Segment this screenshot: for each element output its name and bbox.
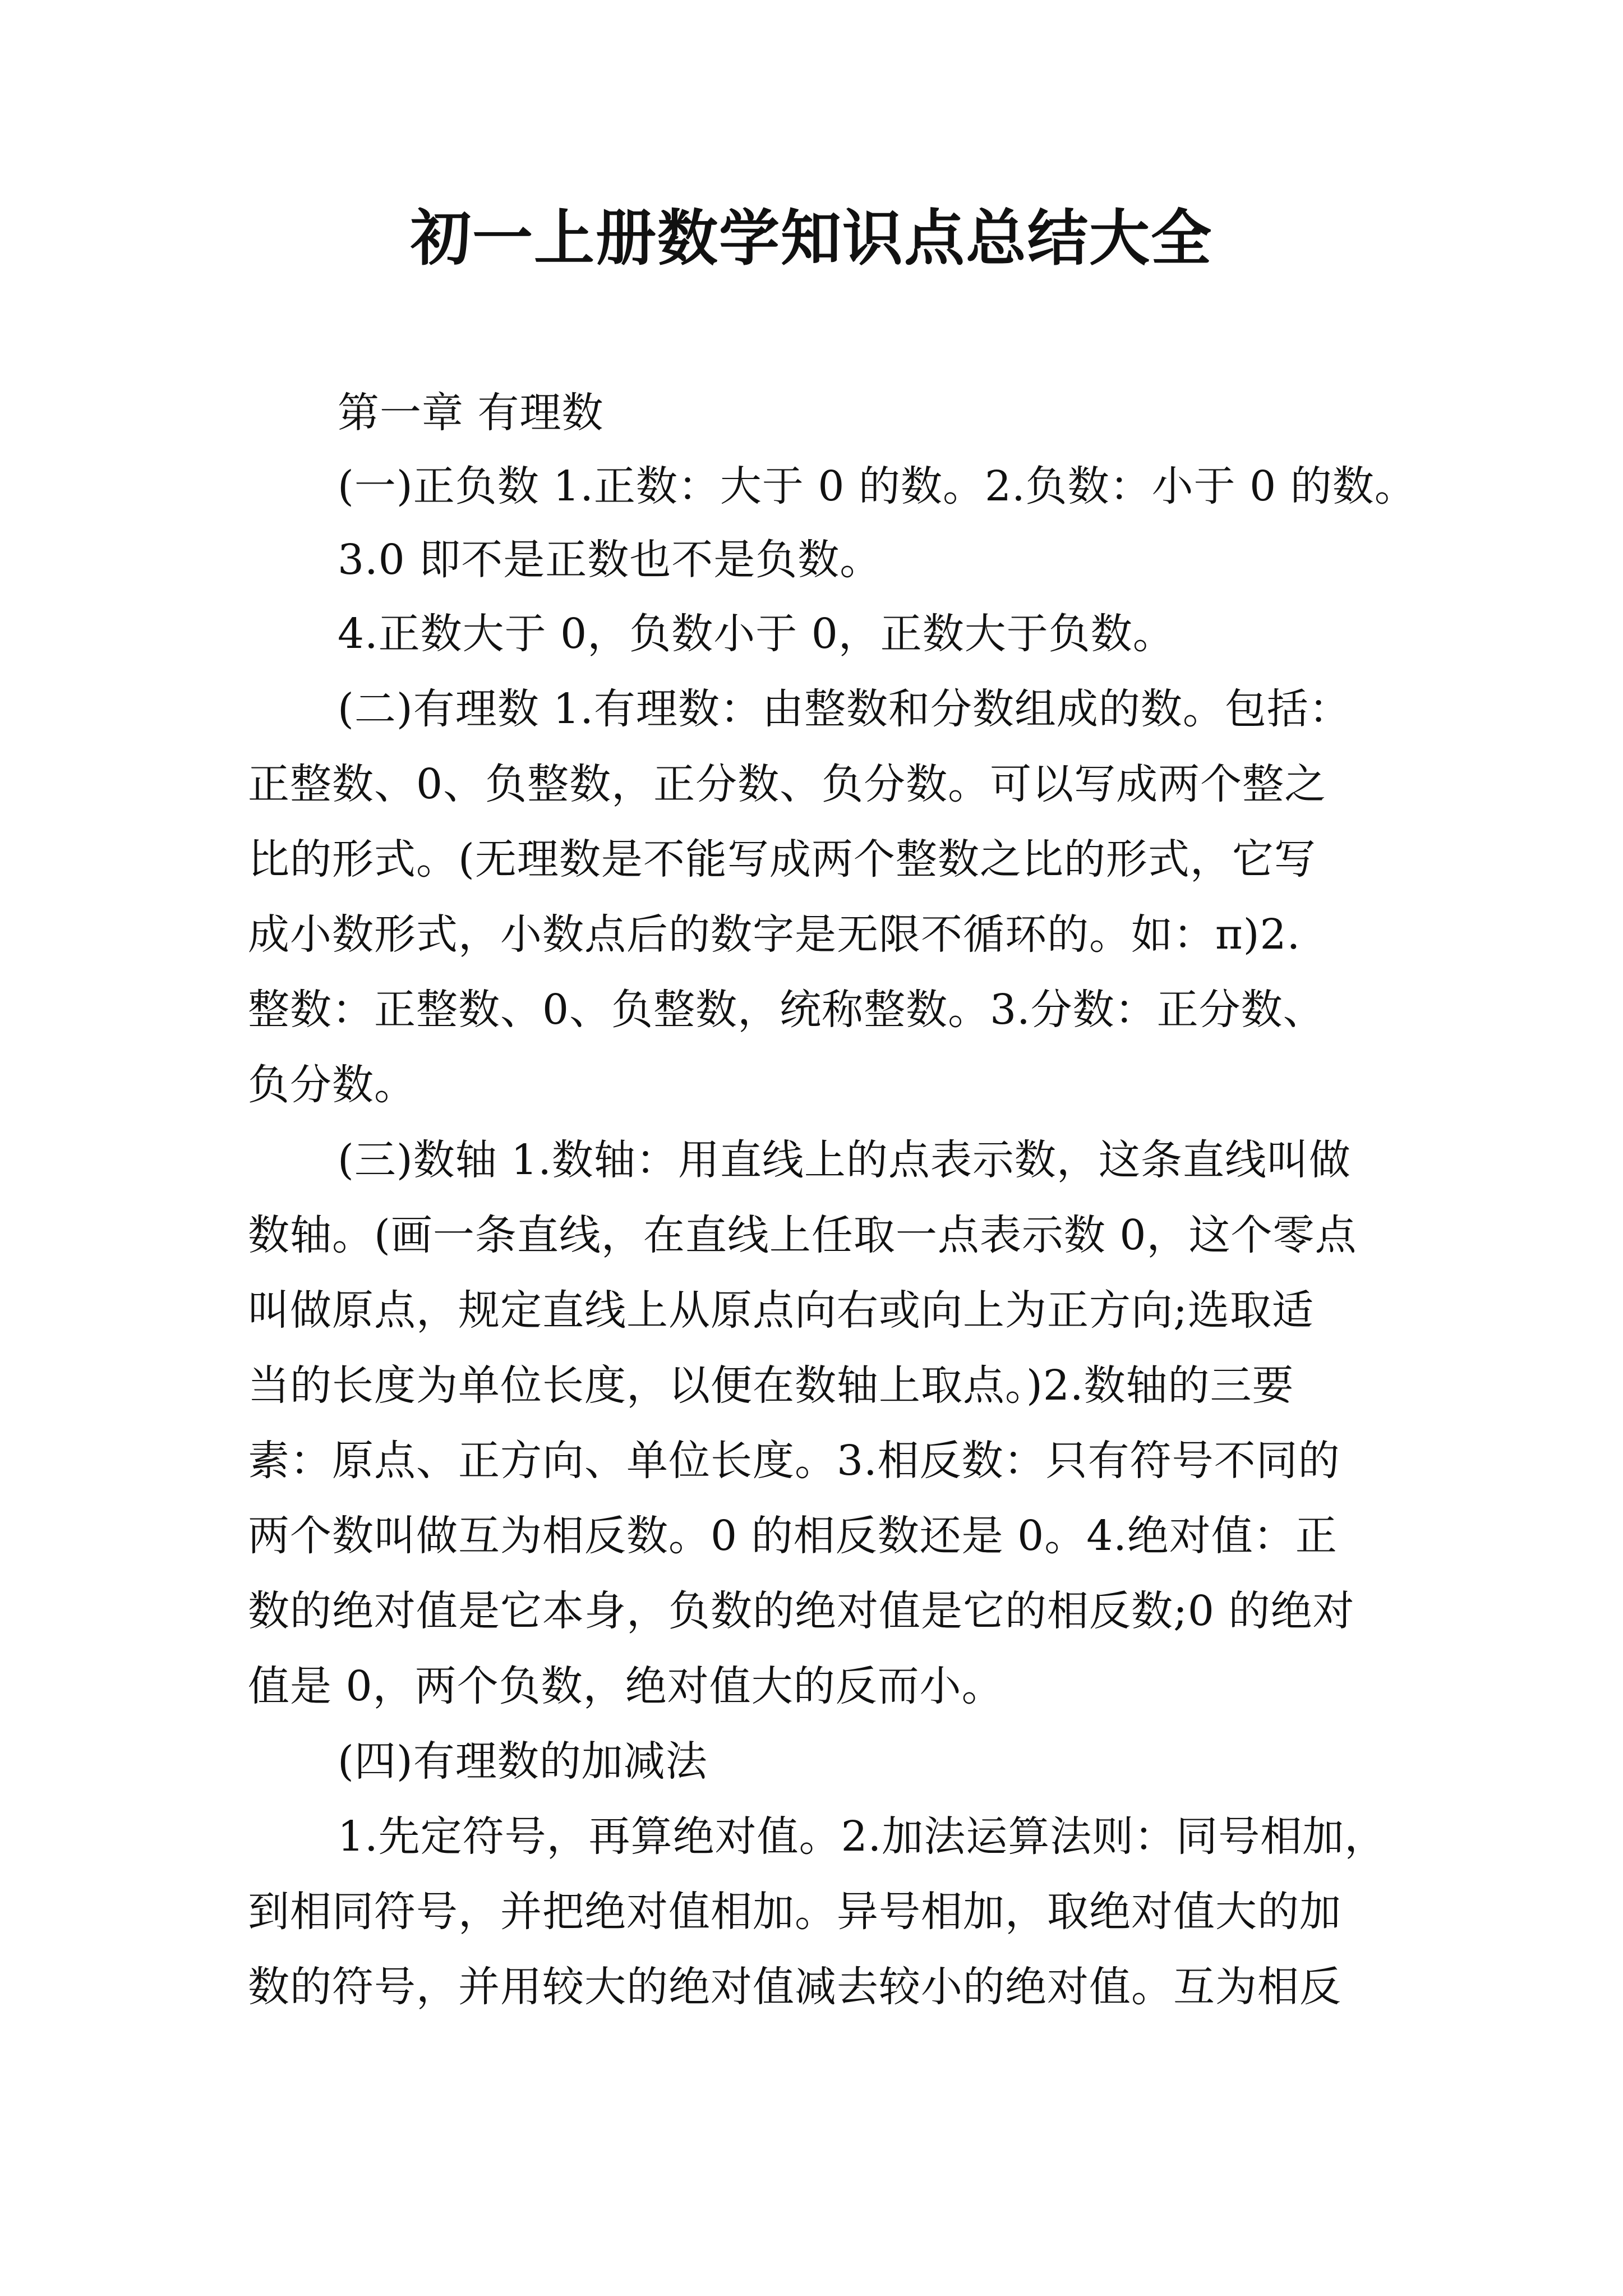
section-heading-line: (二)有理数 1.有理数：由整数和分数组成的数。包括：	[338, 685, 1351, 733]
paragraph-line: 两个数叫做互为相反数。0 的相反数还是 0。4.绝对值：正	[248, 1512, 1338, 1560]
paragraph-line: 数的绝对值是它本身，负数的绝对值是它的相反数;0 的绝对	[248, 1587, 1355, 1635]
document-title: 初一上册数学知识点总结大全	[410, 203, 1212, 274]
section-heading-line: (四)有理数的加减法	[338, 1737, 708, 1786]
paragraph-line: 成小数形式，小数点后的数字是无限不循环的。如：π)2.	[248, 910, 1301, 959]
paragraph-line: 整数：正整数、0、负整数，统称整数。3.分数：正分数、	[248, 986, 1325, 1034]
paragraph-line: 3.0 即不是正数也不是负数。	[338, 536, 882, 584]
paragraph-line: 负分数。	[248, 1061, 416, 1109]
paragraph-line: 数轴。(画一条直线，在直线上任取一点表示数 0，这个零点	[248, 1211, 1357, 1259]
paragraph-line: 当的长度为单位长度，以便在数轴上取点。)2.数轴的三要	[248, 1361, 1294, 1410]
paragraph-line: 叫做原点，规定直线上从原点向右或向上为正方向;选取适	[248, 1286, 1314, 1335]
paragraph-line: (一)正负数 1.正数：大于 0 的数。2.负数：小于 0 的数。	[338, 462, 1417, 510]
paragraph-line: 正整数、0、负整数，正分数、负分数。可以写成两个整之	[248, 760, 1327, 808]
chapter-heading: 第一章 有理数	[338, 389, 604, 437]
paragraph-line: 值是 0，两个负数，绝对值大的反而小。	[248, 1662, 1004, 1710]
paragraph-line: 比的形式。(无理数是不能写成两个整数之比的形式，它写	[248, 835, 1316, 884]
paragraph-line: 1.先定符号，再算绝对值。2.加法运算法则：同号相加，	[338, 1812, 1387, 1861]
paragraph-line: 数的符号，并用较大的绝对值减去较小的绝对值。互为相反	[248, 1963, 1341, 2011]
section-heading-line: (三)数轴 1.数轴：用直线上的点表示数，这条直线叫做	[338, 1136, 1351, 1184]
paragraph-line: 4.正数大于 0，负数小于 0，正数大于负数。	[338, 610, 1175, 658]
paragraph-line: 素：原点、正方向、单位长度。3.相反数：只有符号不同的	[248, 1437, 1340, 1485]
paragraph-line: 到相同符号，并把绝对值相加。异号相加，取绝对值大的加	[248, 1888, 1341, 1936]
